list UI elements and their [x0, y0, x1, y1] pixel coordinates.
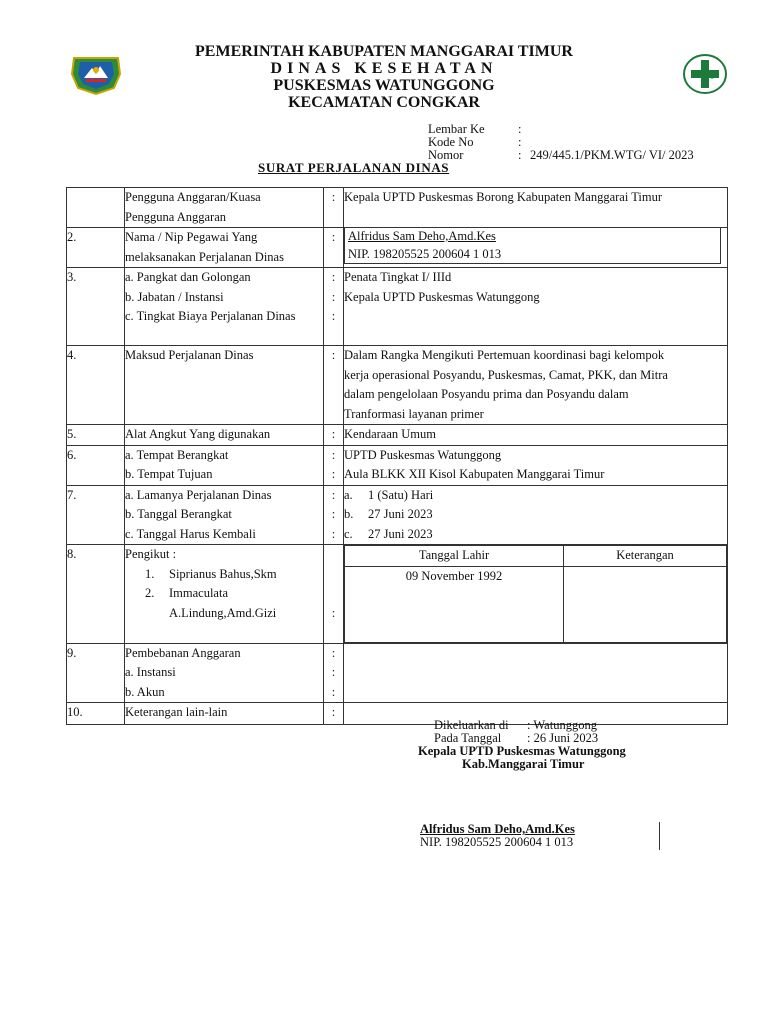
row-label	[125, 346, 324, 425]
row-number: 9.	[67, 643, 125, 703]
row-colon: : : :	[324, 643, 344, 703]
row-value	[344, 445, 728, 485]
row-value	[344, 643, 728, 703]
label-line: Pembebanan Anggaran	[125, 645, 241, 660]
label-line: Pengikut :	[125, 547, 177, 561]
row-number: 6.	[67, 445, 125, 485]
value-line: Kepala UPTD Puskesmas Watunggong	[344, 289, 540, 304]
label-line: a. Tempat Berangkat	[125, 447, 229, 462]
lembar-label: Lembar Ke	[428, 122, 485, 136]
signer-nip: NIP. 198205525 200604 1 013	[420, 835, 574, 849]
officer-name: Alfridus Sam Deho,Amd.Kes	[348, 229, 496, 243]
document-title: SURAT PERJALANAN DINAS	[258, 160, 450, 175]
row-number: 5.	[67, 425, 125, 446]
issued-at-value: : Watunggong	[527, 718, 597, 732]
row-number: 10.	[67, 703, 125, 725]
table-row	[67, 643, 728, 703]
issued-at-label: Dikeluarkan di	[434, 718, 509, 732]
row-label	[125, 485, 324, 545]
value-line: Kepala UPTD Puskesmas Borong Kabupaten Manggarai Timur	[344, 190, 663, 204]
row-value	[344, 188, 728, 228]
value-line: Penata Tingkat I/ IIId	[344, 270, 452, 284]
value-line: Dalam Rangka Mengikuti Pertemuan koordinasi bagi kelompok	[344, 348, 665, 362]
travel-order-table	[66, 187, 728, 725]
header-district: KECAMATAN CONGKAR	[288, 94, 480, 111]
row-colon: :	[324, 425, 344, 446]
table-row	[67, 268, 728, 346]
row-colon: :	[324, 228, 344, 268]
signer-position: Kepala UPTD Puskesmas Watunggong	[418, 744, 626, 758]
value-line: dalam pengelolaan Posyandu prima dan Posyandu dalam	[344, 387, 629, 401]
row-colon: : : :	[324, 485, 344, 545]
value-line: kerja operasional Posyandu, Puskesmas, Camat, PKK, dan Mitra	[344, 367, 668, 382]
row-number: 2.	[67, 228, 125, 268]
kode-label: Kode No	[428, 135, 474, 149]
row-colon: : : :	[324, 268, 344, 346]
follower-birthdate: 09 November 1992	[345, 566, 564, 642]
row-number	[67, 188, 125, 228]
label-line: b. Jabatan / Instansi	[125, 289, 224, 304]
followers-subtable	[344, 545, 727, 643]
row-value: a. 1 (Satu) Hari b. 27 Juni 2023 c. 27 Juni 2023	[344, 485, 728, 545]
label-line: Nama / Nip Pegawai Yang	[125, 230, 258, 244]
label-line: a. Lamanya Perjalanan Dinas	[125, 487, 272, 502]
kode-colon: :	[518, 135, 522, 149]
row-colon: : :	[324, 445, 344, 485]
row-value	[344, 545, 728, 644]
value-line: Tranformasi layanan primer	[344, 406, 484, 421]
header-agency: DINAS KESEHATAN	[270, 60, 498, 77]
header-government: PEMERINTAH KABUPATEN MANGGARAI TIMUR	[195, 43, 573, 60]
label-line: Pengguna Anggaran/Kuasa	[125, 190, 261, 204]
label-line: b. Tempat Tujuan	[125, 467, 213, 481]
row-colon: :	[324, 346, 344, 425]
nomor-value: 249/445.1/PKM.WTG/ VI/ 2023	[530, 148, 694, 162]
table-row	[67, 425, 728, 446]
signature-divider	[659, 822, 660, 850]
officer-box	[344, 228, 721, 264]
row-number: 3.	[67, 268, 125, 346]
lembar-colon: :	[518, 122, 522, 136]
issued-date-value: : 26 Juni 2023	[527, 731, 599, 745]
signer-name: Alfridus Sam Deho,Amd.Kes	[420, 822, 575, 836]
row-label: Alat Angkut Yang digunakan	[125, 425, 324, 446]
follower-2: Immaculata	[169, 586, 228, 600]
row-number: 7.	[67, 485, 125, 545]
label-line: c. Tanggal Harus Kembali	[125, 526, 256, 541]
row-colon: :	[324, 188, 344, 228]
table-row	[67, 703, 728, 725]
label-line: b. Tanggal Berangkat	[125, 507, 232, 521]
label-line: c. Tingkat Biaya Perjalanan Dinas	[125, 309, 296, 323]
value-line: Aula BLKK XII Kisol Kabupaten Manggarai Timur	[344, 467, 605, 481]
row-value	[344, 228, 728, 268]
label-line: melaksanakan Perjalanan Dinas	[125, 249, 284, 264]
header-puskesmas: PUSKESMAS WATUNGGONG	[273, 77, 495, 94]
nomor-label: Nomor	[428, 148, 464, 162]
follower-2-cont: A.Lindung,Amd.Gizi	[169, 605, 277, 620]
label-line: Pengguna Anggaran	[125, 209, 227, 224]
row-label	[125, 228, 324, 268]
value-line: UPTD Puskesmas Watunggong	[344, 447, 502, 462]
row-value	[344, 346, 728, 425]
table-row	[67, 445, 728, 485]
label-line: b. Akun	[125, 684, 165, 699]
table-row	[67, 485, 728, 545]
row-label: Pengikut : 1. Siprianus Bahus,Skm 2. Immaculata A.Lindung,Amd.Gizi	[125, 545, 324, 644]
follower-1: Siprianus Bahus,Skm	[169, 566, 277, 581]
officer-nip: NIP. 198205525 200604 1 013	[348, 247, 502, 261]
label-line: Maksud Perjalanan Dinas	[125, 348, 254, 362]
table-row	[67, 346, 728, 425]
nomor-colon: :	[518, 148, 522, 162]
col-tanggal-lahir: Tanggal Lahir	[345, 546, 564, 567]
table-row	[67, 545, 728, 644]
row-label	[125, 445, 324, 485]
signer-regency: Kab.Manggarai Timur	[462, 757, 585, 771]
row-label	[125, 268, 324, 346]
row-label	[125, 188, 324, 228]
row-value: Kendaraan Umum	[344, 425, 728, 446]
label-line: a. Instansi	[125, 665, 176, 679]
row-label	[125, 643, 324, 703]
issued-date-label: Pada Tanggal	[434, 731, 502, 745]
row-number: 8.	[67, 545, 125, 644]
table-row	[67, 228, 728, 268]
row-label: Keterangan lain-lain	[125, 703, 324, 725]
follower-note	[564, 566, 727, 642]
col-keterangan: Keterangan	[564, 546, 727, 567]
row-colon: :	[324, 545, 344, 644]
label-line: a. Pangkat dan Golongan	[125, 270, 251, 284]
row-colon: :	[324, 703, 344, 725]
row-number: 4.	[67, 346, 125, 425]
row-value	[344, 268, 728, 346]
table-row	[67, 188, 728, 228]
